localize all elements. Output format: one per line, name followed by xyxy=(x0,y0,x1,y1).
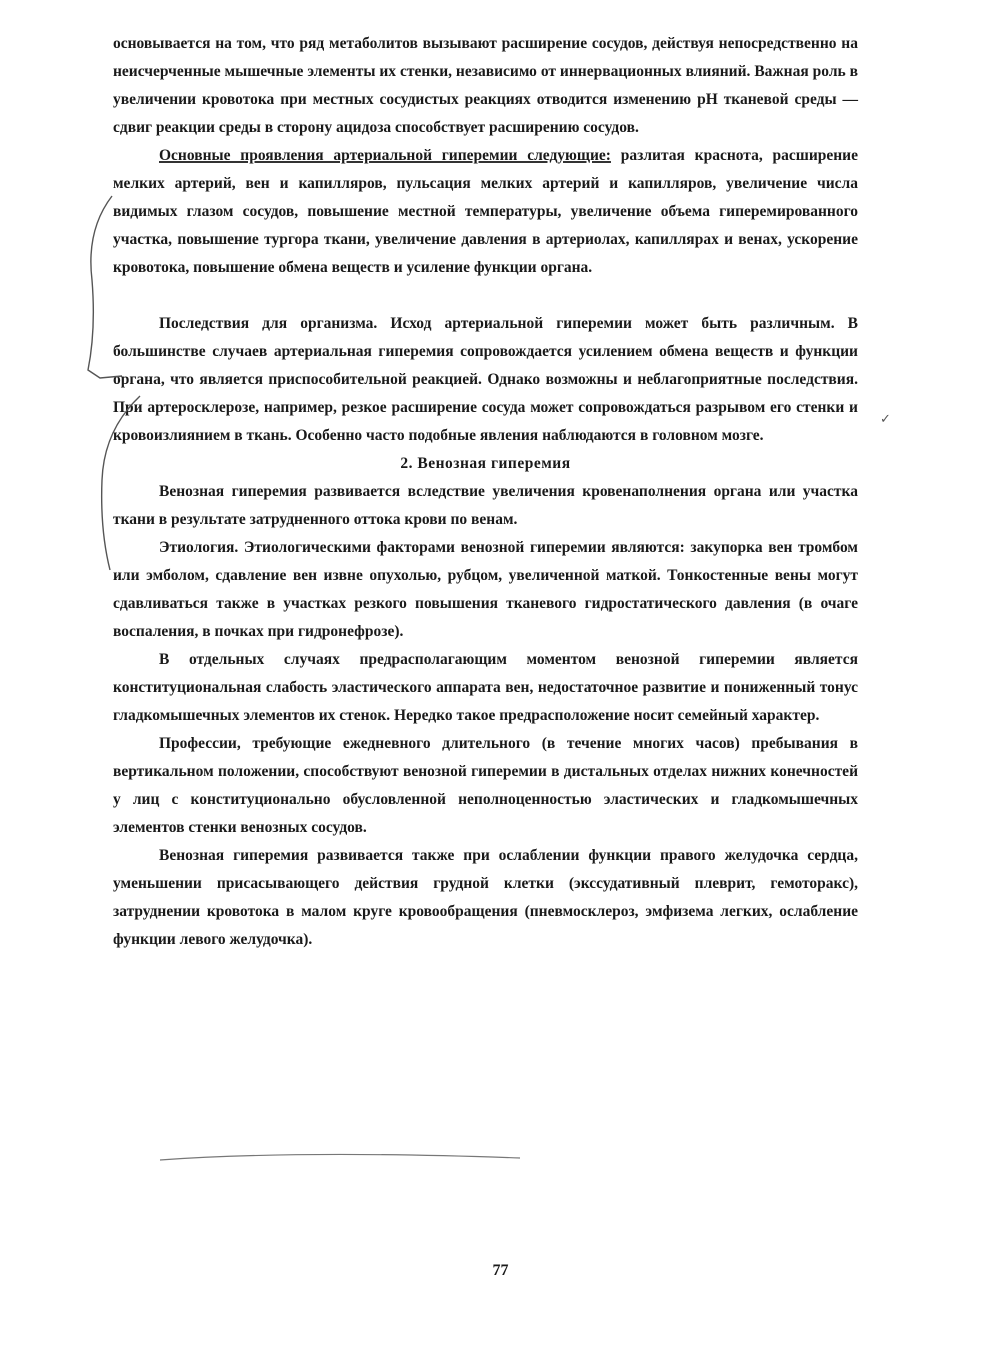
section-heading: 2. Венозная гиперемия xyxy=(400,455,571,472)
etiology-text: Этиологическими факторами венозной гиперемии являются: закупорка вен тромбом или эмболом, сдавление вен извне опухолью, рубцом, увеличенной маткой. Тонкостенные вены могут сдавливаться также в участках резкого повышения тканевого гидростатического давления (в очаге воспаления, в почках при гидронефрозе). xyxy=(113,539,858,640)
paragraph-heart-causes: Венозная гиперемия развивается также при ослаблении функции правого желудочка сердца, уменьшении присасывающего действия грудной клетки (экссудативный плеврит, гемоторакс), затруднении кровотока в малом круге кровообращения (пневмосклероз, эмфизема легких, ослабление функции левого желудочка). xyxy=(113,847,858,948)
paragraph-manifestations xyxy=(113,142,858,282)
page-number: 77 xyxy=(492,1262,509,1279)
paragraph-metabolites: основывается на том, что ряд метаболитов вызывают расширение сосудов, действуя непосредственно на неисчерченные мышечные элементы их стенки, независимо от иннервационных влияний. Важная роль в увеличении кровотока при местных сосудистых реакциях отводится изменению pH тканевой среды — сдвиг реакции среды в сторону ацидоза способствует расширению сосудов. xyxy=(113,35,858,136)
page-body xyxy=(113,30,858,954)
paragraph-etiology xyxy=(113,534,858,646)
underline-stroke xyxy=(160,1154,520,1160)
consequences-text: Исход артериальной гиперемии может быть различным. В большинстве случаев артериальная гиперемия сопровождается усилением обмена веществ и функции органа, что является приспособительной реакцией. Однако возможны и неблагоприятные последствия. При артеросклерозе, например, резкое расширение сосуда может сопровождаться разрывом его стенки и кровоизлиянием в ткань. Особенно часто подобные явления наблюдаются в головном мозге. xyxy=(113,315,859,444)
paragraph-predisposition: В отдельных случаях предрасполагающим моментом венозной гиперемии является конституциональная слабость эластического аппарата вен, недостаточное развитие и пониженный тонус гладкомышечных элементов их стенок. Нередко такое предрасположение носит семейный характер. xyxy=(113,651,858,724)
etiology-lead: Этиология. xyxy=(159,539,239,556)
margin-scribble: ✓ xyxy=(880,412,891,427)
paragraph-consequences xyxy=(113,310,858,450)
manifestations-lead: Основные проявления артериальной гиперемии следующие: xyxy=(159,147,611,164)
paragraph-professions: Профессии, требующие ежедневного длительного (в течение многих часов) пребывания в вертикальном положении, способствуют венозной гиперемии в дистальных отделах нижних конечностей у лиц с конституционально обусловленной неполноценностью эластических и гладкомышечных элементов стенки венозных сосудов. xyxy=(113,735,858,836)
paragraph-venous-definition: Венозная гиперемия развивается вследствие увеличения кровенаполнения органа или участка ткани в результате затрудненного оттока крови по венам. xyxy=(113,483,858,528)
consequences-lead: Последствия для организма. xyxy=(159,315,378,332)
manifestations-text: разлитая краснота, расширение мелких артерий, вен и капилляров, пульсация мелких артерий и капилляров, увеличение числа видимых глазом сосудов, повышение местной температуры, увеличение объема гиперемированного участка, повышение тургора ткани, увеличение давления в артериолах, капиллярах и венах, ускорение кровотока, повышение обмена веществ и усиление функции органа. xyxy=(113,147,858,276)
